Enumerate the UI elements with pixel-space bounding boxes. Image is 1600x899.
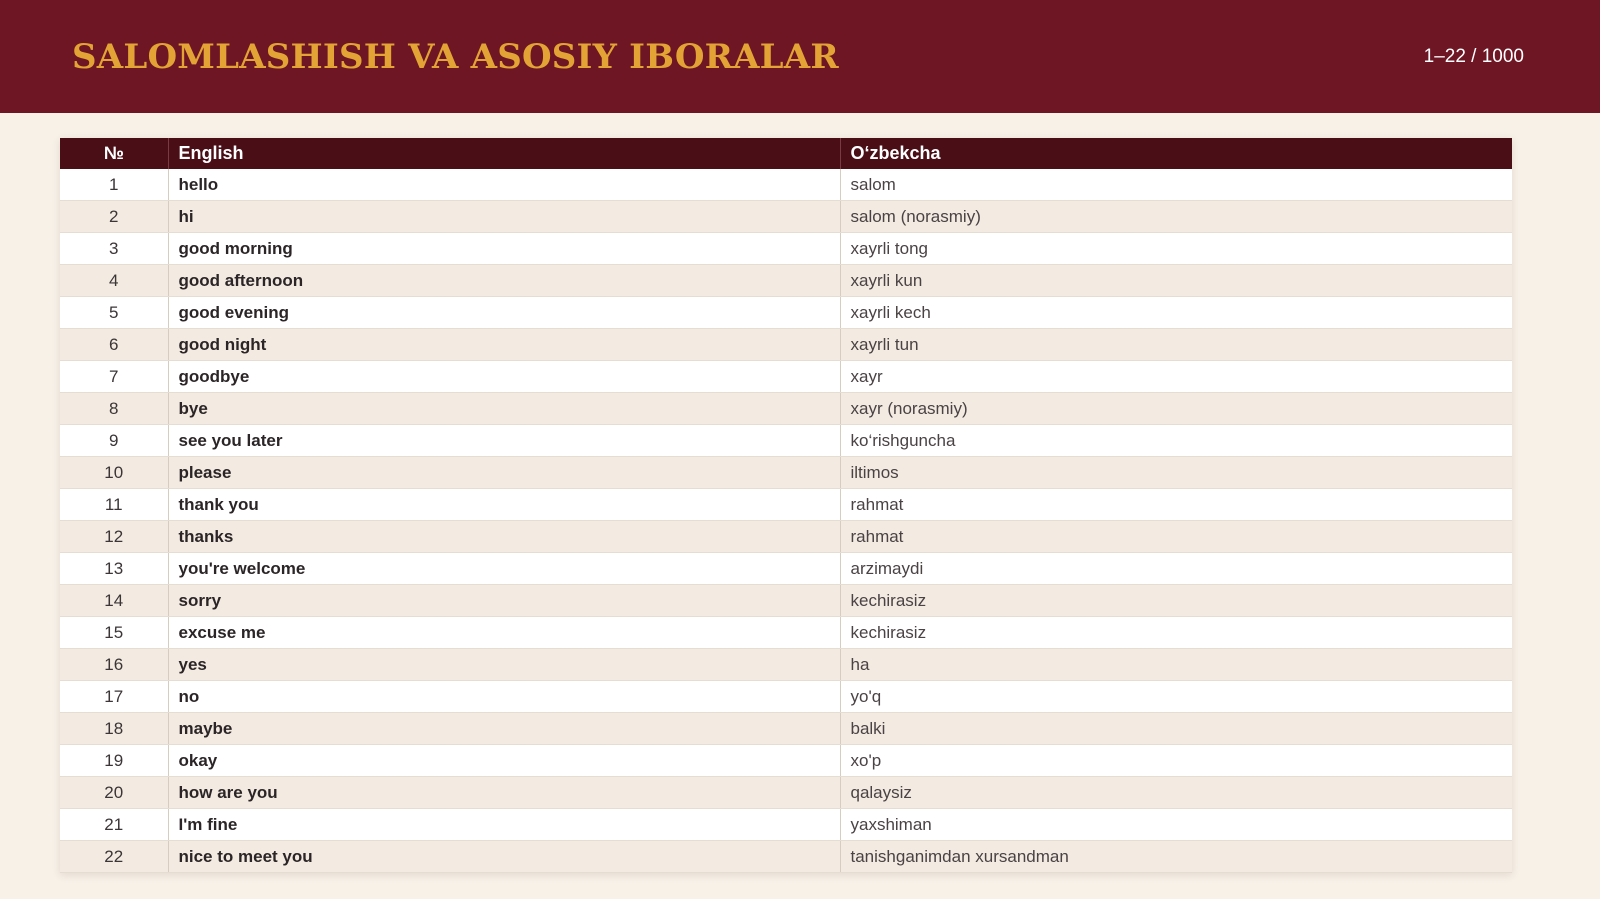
table-row — [60, 457, 1512, 489]
column-header-number: № — [60, 138, 168, 169]
table-row — [60, 361, 1512, 393]
table-row — [60, 297, 1512, 329]
uzbek-translation-cell: xayrli kun — [840, 265, 1512, 297]
english-word-cell: thank you — [168, 489, 840, 521]
uzbek-translation-cell: qalaysiz — [840, 777, 1512, 809]
column-header-uzbek: O‘zbekcha — [840, 138, 1512, 169]
table-row — [60, 393, 1512, 425]
english-word-cell: I'm fine — [168, 809, 840, 841]
row-number-cell: 10 — [60, 457, 168, 489]
uzbek-translation-cell: kechirasiz — [840, 617, 1512, 649]
row-number-cell: 12 — [60, 521, 168, 553]
uzbek-translation-cell: rahmat — [840, 521, 1512, 553]
english-word-cell: hi — [168, 201, 840, 233]
english-word-cell: maybe — [168, 713, 840, 745]
table-row — [60, 649, 1512, 681]
english-word-cell: please — [168, 457, 840, 489]
vocabulary-table — [60, 138, 1512, 873]
english-word-cell: see you later — [168, 425, 840, 457]
english-word-cell: sorry — [168, 585, 840, 617]
uzbek-translation-cell: xayrli tun — [840, 329, 1512, 361]
column-header-english: English — [168, 138, 840, 169]
row-number-cell: 19 — [60, 745, 168, 777]
uzbek-translation-cell: tanishganimdan xursandman — [840, 841, 1512, 873]
english-word-cell: yes — [168, 649, 840, 681]
table-header — [60, 138, 1512, 169]
row-number-cell: 22 — [60, 841, 168, 873]
english-word-cell: okay — [168, 745, 840, 777]
english-word-cell: nice to meet you — [168, 841, 840, 873]
table-row — [60, 617, 1512, 649]
row-number-cell: 14 — [60, 585, 168, 617]
row-number-cell: 2 — [60, 201, 168, 233]
english-word-cell: good morning — [168, 233, 840, 265]
table-row — [60, 809, 1512, 841]
english-word-cell: bye — [168, 393, 840, 425]
table-row — [60, 489, 1512, 521]
row-number-cell: 20 — [60, 777, 168, 809]
english-word-cell: good afternoon — [168, 265, 840, 297]
english-word-cell: you're welcome — [168, 553, 840, 585]
english-word-cell: thanks — [168, 521, 840, 553]
table-row — [60, 521, 1512, 553]
uzbek-translation-cell: xayrli tong — [840, 233, 1512, 265]
row-number-cell: 17 — [60, 681, 168, 713]
uzbek-translation-cell: xayr — [840, 361, 1512, 393]
row-number-cell: 3 — [60, 233, 168, 265]
english-word-cell: hello — [168, 169, 840, 201]
table-row — [60, 841, 1512, 873]
uzbek-translation-cell: ko‘rishguncha — [840, 425, 1512, 457]
vocabulary-table-container — [60, 138, 1512, 873]
table-row — [60, 585, 1512, 617]
table-row — [60, 425, 1512, 457]
row-number-cell: 4 — [60, 265, 168, 297]
uzbek-translation-cell: yo'q — [840, 681, 1512, 713]
uzbek-translation-cell: arzimaydi — [840, 553, 1512, 585]
table-row — [60, 713, 1512, 745]
english-word-cell: good evening — [168, 297, 840, 329]
uzbek-translation-cell: xayr (norasmiy) — [840, 393, 1512, 425]
table-row — [60, 745, 1512, 777]
page-counter: 1–22 / 1000 — [1423, 46, 1524, 67]
uzbek-translation-cell: rahmat — [840, 489, 1512, 521]
row-number-cell: 7 — [60, 361, 168, 393]
uzbek-translation-cell: balki — [840, 713, 1512, 745]
uzbek-translation-cell: xayrli kech — [840, 297, 1512, 329]
page-title: SALOMLASHISH VA ASOSIY IBORALAR — [72, 37, 839, 77]
page-header — [0, 0, 1600, 113]
table-header-row — [60, 138, 1512, 169]
row-number-cell: 8 — [60, 393, 168, 425]
uzbek-translation-cell: ha — [840, 649, 1512, 681]
table-row — [60, 681, 1512, 713]
table-row — [60, 777, 1512, 809]
table-row — [60, 233, 1512, 265]
row-number-cell: 6 — [60, 329, 168, 361]
english-word-cell: no — [168, 681, 840, 713]
row-number-cell: 1 — [60, 169, 168, 201]
row-number-cell: 16 — [60, 649, 168, 681]
uzbek-translation-cell: iltimos — [840, 457, 1512, 489]
uzbek-translation-cell: kechirasiz — [840, 585, 1512, 617]
row-number-cell: 13 — [60, 553, 168, 585]
table-row — [60, 265, 1512, 297]
table-row — [60, 329, 1512, 361]
table-row — [60, 553, 1512, 585]
uzbek-translation-cell: salom (norasmiy) — [840, 201, 1512, 233]
table-body — [60, 169, 1512, 873]
row-number-cell: 18 — [60, 713, 168, 745]
table-row — [60, 201, 1512, 233]
english-word-cell: goodbye — [168, 361, 840, 393]
row-number-cell: 15 — [60, 617, 168, 649]
table-row — [60, 169, 1512, 201]
english-word-cell: excuse me — [168, 617, 840, 649]
uzbek-translation-cell: xo'p — [840, 745, 1512, 777]
row-number-cell: 9 — [60, 425, 168, 457]
english-word-cell: good night — [168, 329, 840, 361]
row-number-cell: 21 — [60, 809, 168, 841]
uzbek-translation-cell: yaxshiman — [840, 809, 1512, 841]
row-number-cell: 11 — [60, 489, 168, 521]
row-number-cell: 5 — [60, 297, 168, 329]
english-word-cell: how are you — [168, 777, 840, 809]
uzbek-translation-cell: salom — [840, 169, 1512, 201]
